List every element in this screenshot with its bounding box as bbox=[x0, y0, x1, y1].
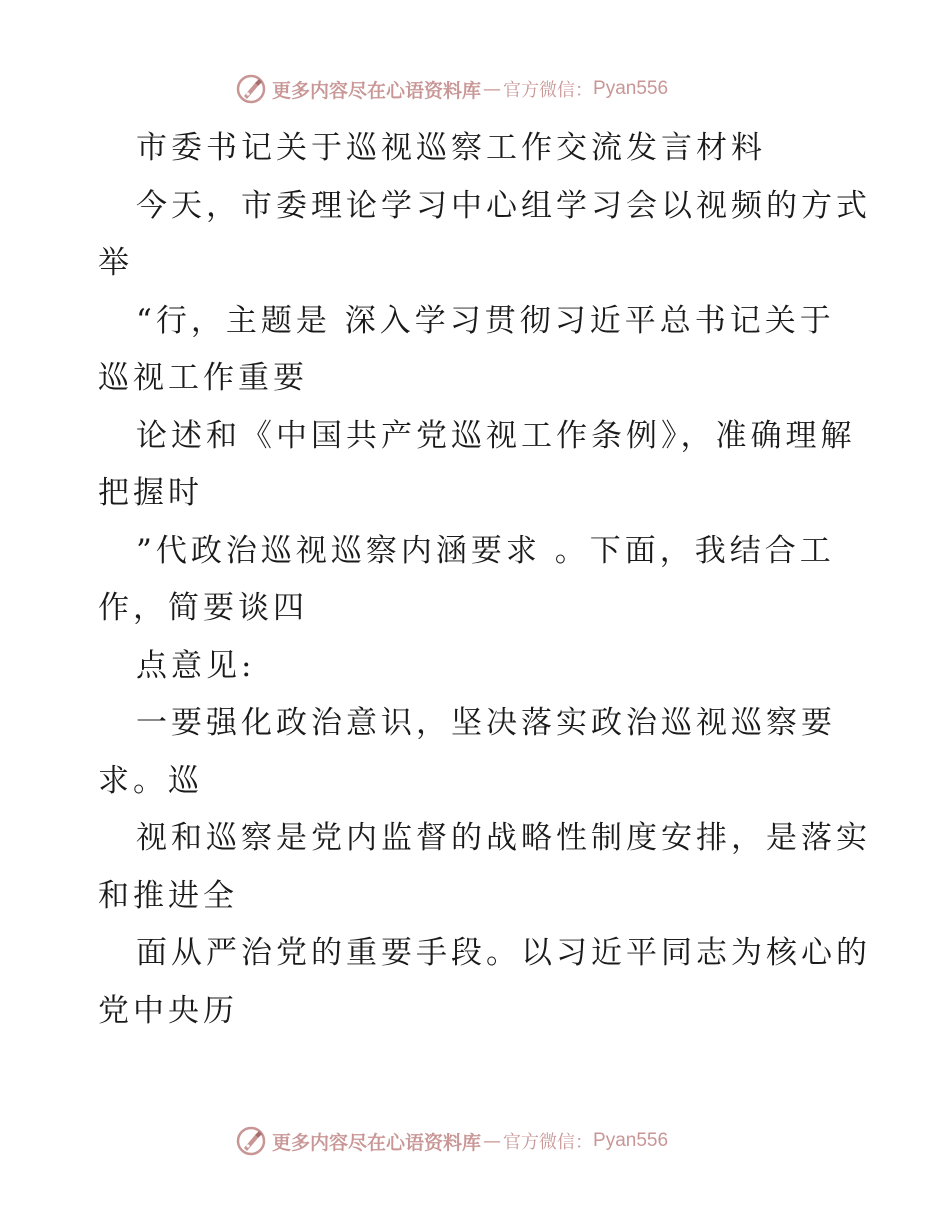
text-line: 和推进全 bbox=[98, 877, 238, 914]
footer-watermark bbox=[236, 1124, 668, 1158]
text-line: 举 bbox=[98, 245, 133, 281]
text-line: ”代政治巡视巡察内涵要求 。下面，我结合工 bbox=[136, 532, 835, 569]
text-line: 今天，市委理论学习中心组学习会以视频的方式 bbox=[136, 187, 871, 224]
text-line: 求。巡 bbox=[98, 762, 203, 799]
watermark-main-text: 更多内容尽在心语资料库 bbox=[272, 79, 482, 102]
text-line: 点意见: bbox=[136, 647, 256, 684]
document-title: 市委书记关于巡视巡察工作交流发言材料 bbox=[136, 130, 766, 166]
text-line: 一要强化政治意识，坚决落实政治巡视巡察要 bbox=[136, 705, 836, 741]
text-line: “行，主题是 深入学习贯彻习近平总书记关于 bbox=[136, 302, 835, 339]
watermark-wechat-label: 官方微信： bbox=[503, 80, 594, 101]
text-line: 巡视工作重要 bbox=[98, 360, 308, 396]
watermark-wechat-label: 官方微信： bbox=[503, 1132, 594, 1153]
text-line: 视和巡察是党内监督的战略性制度安排，是落实 bbox=[136, 820, 871, 856]
watermark-main-text: 更多内容尽在心语资料库 bbox=[272, 1131, 482, 1154]
document-body bbox=[98, 120, 871, 1040]
pen-nib-logo-icon bbox=[236, 1126, 266, 1156]
watermark-wechat-id: Pyan556 bbox=[593, 78, 669, 99]
text-line: 党中央历 bbox=[98, 992, 238, 1029]
watermark-dash: — bbox=[483, 78, 502, 100]
text-line: 论述和《中国共产党巡视工作条例》，准确理解 bbox=[136, 417, 856, 454]
text-line: 面从严治党的重要手段。以习近平同志为核心的 bbox=[136, 935, 871, 971]
header-watermark bbox=[236, 72, 668, 106]
watermark-wechat-id: Pyan556 bbox=[593, 1130, 669, 1151]
watermark-dash: — bbox=[483, 1130, 502, 1152]
text-line: 把握时 bbox=[98, 475, 203, 511]
text-line: 作，简要谈四 bbox=[98, 590, 308, 626]
pen-nib-logo-icon bbox=[236, 74, 266, 104]
